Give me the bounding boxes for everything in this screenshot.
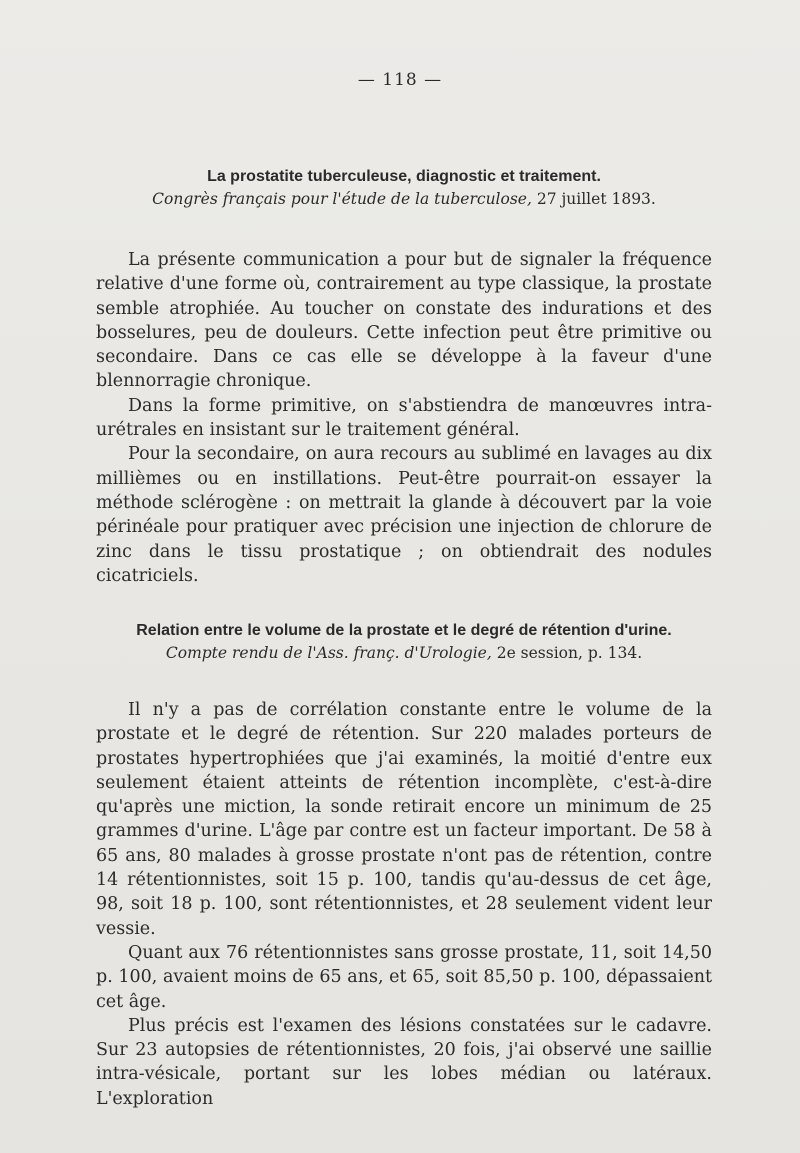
paragraph: Il n'y a pas de corrélation constante entre le volume de la prostate et le degré de rétention. Sur 220 malades porteurs de prostates hypertrophiées que j'ai examinés, la moitié d'entre eux seulement étaient atteints de rétention incomplète, c'est-à-dire qu'après une miction, la sonde retirait encore un minimum de 25 grammes d'urine. L'âge par contre est un facteur important. De 58 à 65 ans, 80 malades à grosse prostate n'ont pas de rétention, contre 14 rétentionnistes, soit 15 p. 100, tandis qu'au-dessus de cet âge, 98, soit 18 p. 100, sont rétentionnistes, et 28 seulement vident leur vessie.	[96, 700, 712, 939]
section-title: La prostatite tuberculeuse, diagnostic et traitement.	[207, 168, 601, 185]
section-body	[96, 248, 712, 588]
paragraph: Pour la secondaire, on aura recours au sublimé en lavages au dix millièmes ou en instillations. Peut-être pourrait-on essayer la méthode sclérogène : on mettrait la glande à découvert par la voie périnéale pour pratiquer avec précision une injection de chlorure de zinc dans le tissu prostatique ; on obtiendrait des nodules cicatriciels.	[96, 444, 712, 586]
paragraph: Quant aux 76 rétentionnistes sans grosse prostate, 11, soit 14,50 p. 100, avaient moins de 65 ans, et 65, soit 85,50 p. 100, dépassaient cet âge.	[96, 942, 712, 1012]
section-body	[96, 698, 712, 1111]
source-italic: Congrès français pour l'étude de la tuberculose,	[152, 190, 532, 208]
section-volume-retention	[96, 622, 712, 1111]
section-source	[96, 190, 712, 208]
paragraph: La présente communication a pour but de signaler la fréquence relative d'une forme où, contrairement au type classique, la prostate semble atrophiée. Au toucher on constate des indurations et des bosselures, peu de douleurs. Cette infection peut être primitive ou secondaire. Dans ce cas elle se développe à la faveur d'une blennorragie chronique.	[96, 250, 712, 392]
page-number: — 118 —	[357, 70, 443, 90]
source-plain: 27 juillet 1893.	[531, 190, 656, 208]
section-source	[96, 644, 712, 662]
section-title: Relation entre le volume de la prostate et le degré de rétention d'urine.	[136, 622, 672, 639]
section-prostatite-tuberculeuse	[96, 168, 712, 588]
paragraph: Dans la forme primitive, on s'abstiendra de manœuvres intra-urétrales en insistant sur le traitement général.	[96, 395, 712, 441]
paragraph: Plus précis est l'examen des lésions constatées sur le cadavre. Sur 23 autopsies de rétentionnistes, 20 fois, j'ai observé une saillie intra-vésicale, portant sur les lobes médian ou latéraux. L'exploration	[96, 1015, 712, 1109]
source-plain: 2e session, p. 134.	[491, 644, 643, 662]
source-italic: Compte rendu de l'Ass. franç. d'Urologie,	[165, 644, 492, 662]
